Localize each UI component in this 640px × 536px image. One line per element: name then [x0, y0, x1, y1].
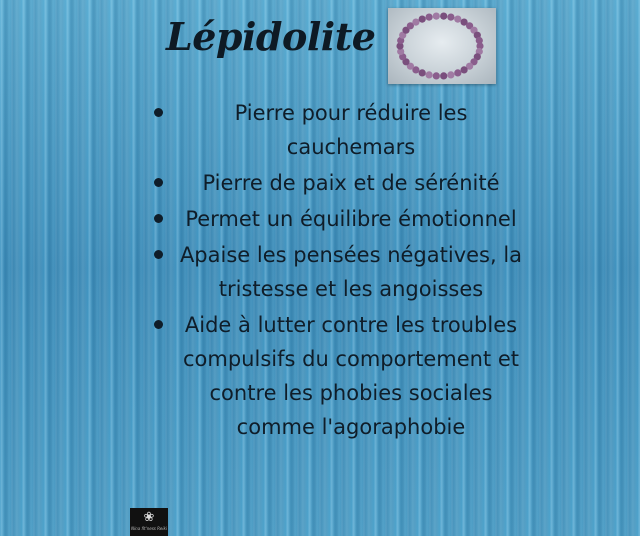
brand-logo	[130, 508, 168, 536]
lotus-icon: ❀	[143, 510, 155, 525]
list-item: Aide à lutter contre les troubles compulsifs du comportement et contre les phobies sociales comme l'agoraphobie	[150, 308, 530, 444]
list-item: Apaise les pensées négatives, la tristesse et les angoisses	[150, 238, 530, 306]
bead	[447, 14, 454, 21]
bead	[419, 69, 426, 76]
benefits-list	[150, 96, 530, 446]
bead	[412, 19, 419, 26]
bullet-icon	[154, 214, 163, 223]
list-item: Pierre pour réduire les cauchemars	[150, 96, 530, 164]
bead	[440, 13, 447, 20]
bullet-icon	[154, 250, 163, 259]
list-item: Permet un équilibre émotionnel	[150, 202, 530, 236]
bead	[461, 66, 468, 73]
bead	[454, 69, 461, 76]
bead	[440, 72, 447, 79]
bead	[433, 13, 440, 20]
bullet-icon	[154, 178, 163, 187]
bullet-icon	[154, 108, 163, 117]
bead	[454, 16, 461, 23]
bracelet-photo-icon	[388, 8, 496, 84]
bead	[419, 16, 426, 23]
list-item: Pierre de paix et de sérénité	[150, 166, 530, 200]
logo-text: Nina fit'ness Reiki	[131, 526, 167, 531]
bead	[476, 37, 483, 44]
page-title: Lépidolite	[166, 14, 376, 59]
bead	[426, 14, 433, 21]
bead	[447, 71, 454, 78]
bead	[433, 72, 440, 79]
bead	[426, 71, 433, 78]
bullet-icon	[154, 320, 163, 329]
